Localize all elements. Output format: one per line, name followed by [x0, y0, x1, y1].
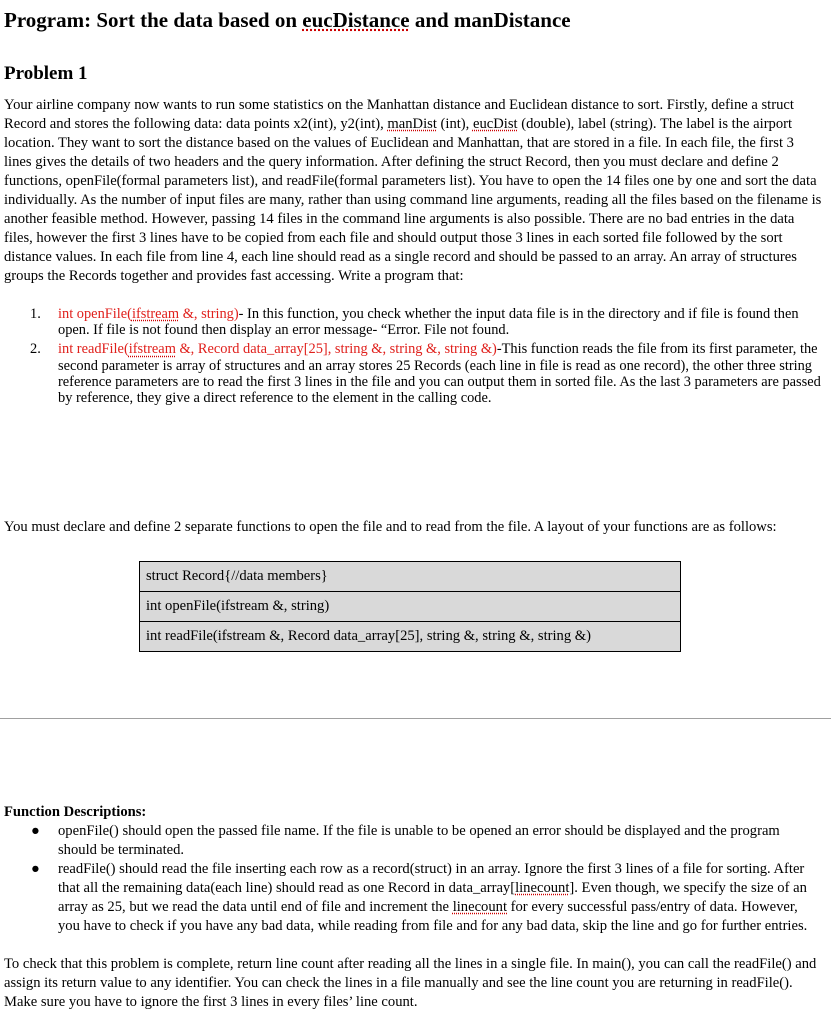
spellcheck-term: linecount [515, 880, 570, 896]
function-descriptions-list [0, 822, 822, 936]
table-cell: int openFile(ifstream &, string) [140, 592, 681, 622]
bullet-icon: ● [31, 823, 40, 839]
function-signature: int readFile(ifstream &, Record data_array[25], string &, string &, string &) [58, 341, 497, 358]
item-number: 2. [30, 341, 41, 358]
divider [0, 718, 831, 719]
page-title: Program: Sort the data based on eucDistance and manDistance [4, 8, 571, 32]
table-cell: int readFile(ifstream &, Record data_array[25], string &, string &, string &) [140, 622, 681, 652]
function-descriptions-heading: Function Descriptions: [4, 804, 147, 820]
spellcheck-term: eucDistance [302, 8, 410, 32]
problem-heading: Problem 1 [4, 63, 88, 84]
table-row [140, 592, 681, 622]
table-row [140, 562, 681, 592]
table-cell: struct Record{//data members} [140, 562, 681, 592]
function-signature: int openFile(ifstream &, string) [58, 306, 239, 322]
spellcheck-term: eucDist [472, 116, 518, 132]
closing-paragraph: To check that this problem is complete, return line count after reading all the lines in a single file. In main(), you can call the readFile() and assign its return value to any identifier. You can check the lines in a file manually and see the line count you are returning in readFile(). Make sure you have to ignore the first 3 lines in every files’ line count. [4, 956, 817, 1010]
requirements-list [0, 306, 826, 409]
intro-paragraph: Your airline company now wants to run some statistics on the Manhattan distance and Euclidean distance to sort. Firstly, define a struct Record and stores the following data: data points x2(int), y2(int), manDist (int), eucDist (double), label (string). The label is the airport location. They want to sort the distance based on the values of Euclidean and Manhattan, that are stored in a file. In each file, the first 3 lines gives the details of two headers and the query information. After defining the struct Record, then you must declare and define 2 functions, openFile(formal parameters list), and readFile(formal parameters list). You have to open the 14 files one by one and sort the data individually. As the number of input files are many, rather than using command line arguments, reading all the files based on the filename is another feasible method. However, passing 14 files in the command line arguments is also possible. There are no bad entries in the data files, however the first 3 lines have to be copied from each file and should output those 3 lines in each sorted file followed by the sort distance values. In each file from line 4, each line should read as a single record and should be passed to an array. An array of structures groups the Records together and provides fast accessing. Write a program that: [4, 97, 822, 284]
layout-intro: You must declare and define 2 separate functions to open the file and to read from the file. A layout of your functions are as follows: [4, 519, 777, 535]
item-text: -This function reads the file from its first parameter, the second parameter is array of structures and an array stores 25 Records (each line in file is read as one record), the other three string reference parameters are to read the first 3 lines in the file and you can output them in sorted file. As the last 3 parameters are passed by reference, they give a direct reference to the element in the calling code. [58, 341, 821, 407]
spellcheck-term: ifstream [131, 306, 180, 322]
spellcheck-term: linecount [452, 899, 507, 915]
list-item [0, 341, 826, 406]
spellcheck-term: manDist [387, 116, 437, 132]
bullet-icon: ● [31, 861, 40, 877]
item-number: 1. [30, 306, 41, 322]
list-item: ● readFile() should read the file inserting each row as a record(struct) in an array. Ignore the first 3 lines of a file for sorting. After that all the remaining data(each line) should read as one Record in data_array[linecount]. Even though, we specify the size of an array as 25, but we read the data until end of file and increment the linecount for every successful pass/entry of data. However, you have to check if you have any bad data, while reading from file and for any bad data, skip the line and go for further entries. [31, 861, 808, 934]
list-item [0, 306, 826, 338]
table-row [140, 622, 681, 652]
spellcheck-term: ifstream [128, 341, 176, 358]
list-item: ● openFile() should open the passed file name. If the file is unable to be opened an error should be displayed and the program should be terminated. [31, 823, 780, 858]
item-text: - In this function, you check whether the input data file is in the directory and if file is found then open. If file is not found then display an error message- “Error. File not found. [58, 306, 799, 339]
function-layout-table [139, 561, 681, 652]
